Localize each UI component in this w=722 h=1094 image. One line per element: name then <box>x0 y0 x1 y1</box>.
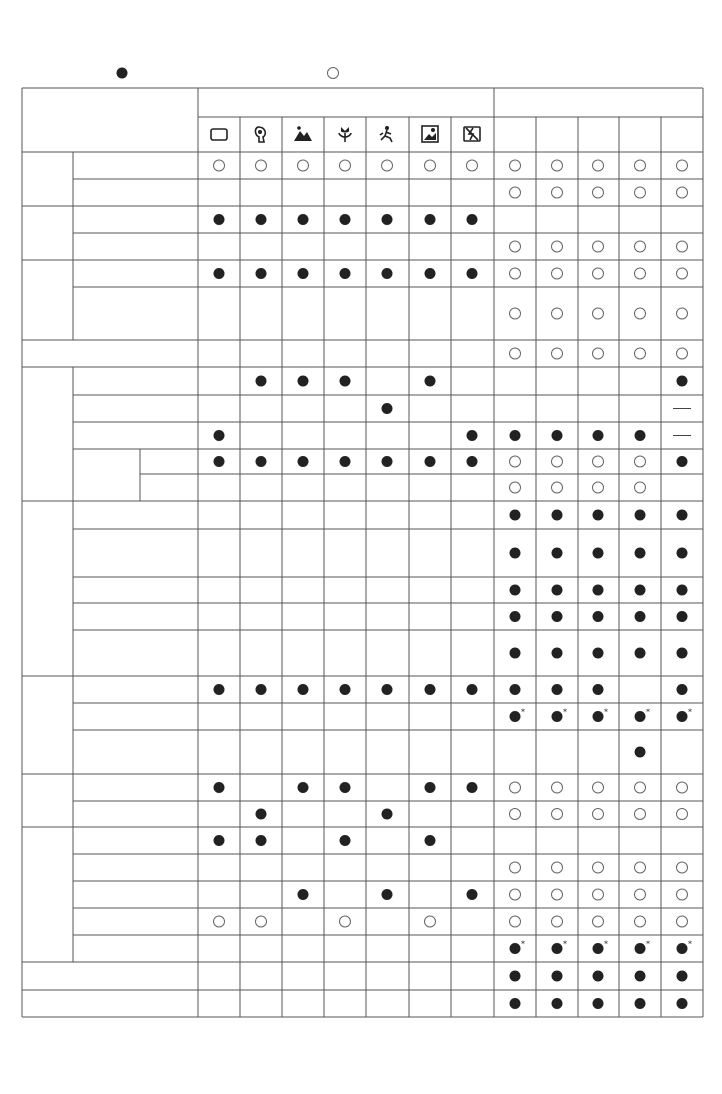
filled-dot-mark <box>677 611 688 622</box>
filled-dot-mark <box>467 456 478 467</box>
filled-dot-mark <box>340 268 351 279</box>
open-circle-mark <box>510 482 521 493</box>
filled-dot-mark <box>256 268 267 279</box>
filled-dot-mark <box>298 268 309 279</box>
filled-dot-mark <box>635 943 646 954</box>
open-circle-mark <box>677 782 688 793</box>
filled-dot-mark <box>635 711 646 722</box>
asterisk-mark: * <box>521 707 525 717</box>
portrait-icon <box>255 127 265 142</box>
open-circle-mark <box>677 889 688 900</box>
filled-dot-mark <box>552 998 563 1009</box>
open-circle-mark <box>635 862 646 873</box>
filled-dot-mark <box>635 430 646 441</box>
open-circle-mark <box>510 348 521 359</box>
filled-dot-mark <box>298 782 309 793</box>
filled-dot-mark <box>510 648 521 659</box>
open-circle-mark <box>510 782 521 793</box>
asterisk-mark: * <box>688 939 692 949</box>
open-circle-mark <box>552 809 563 820</box>
open-circle-mark <box>552 268 563 279</box>
open-circle-mark <box>677 348 688 359</box>
open-circle-mark <box>593 187 604 198</box>
filled-dot-mark <box>510 611 521 622</box>
open-circle-mark <box>677 241 688 252</box>
filled-dot-mark <box>593 585 604 596</box>
open-circle-mark <box>510 889 521 900</box>
asterisk-mark: * <box>521 939 525 949</box>
filled-dot-mark <box>340 782 351 793</box>
open-circle-mark <box>214 160 225 171</box>
filled-dot-mark <box>552 971 563 982</box>
filled-dot-mark <box>552 585 563 596</box>
open-circle-mark <box>552 862 563 873</box>
filled-dot-mark <box>298 684 309 695</box>
filled-dot-mark <box>677 585 688 596</box>
open-circle-mark <box>635 782 646 793</box>
open-circle-mark <box>340 916 351 927</box>
open-circle-mark <box>256 916 267 927</box>
open-circle-mark <box>298 160 309 171</box>
filled-dot-mark <box>677 998 688 1009</box>
filled-dot-mark <box>635 611 646 622</box>
filled-dot-mark <box>510 711 521 722</box>
filled-dot-mark <box>425 684 436 695</box>
open-circle-mark <box>467 160 478 171</box>
filled-dot-mark <box>467 268 478 279</box>
open-circle-mark <box>382 160 393 171</box>
filled-dot-mark <box>635 548 646 559</box>
filled-dot-mark <box>298 456 309 467</box>
filled-dot-mark <box>593 510 604 521</box>
filled-dot-mark <box>340 684 351 695</box>
filled-dot-mark <box>214 684 225 695</box>
mode-icon-row <box>211 126 480 142</box>
open-circle-mark <box>552 456 563 467</box>
filled-dot-mark <box>214 268 225 279</box>
filled-dot-mark <box>467 214 478 225</box>
asterisk-mark: * <box>646 939 650 949</box>
open-circle-mark <box>593 268 604 279</box>
open-circle-mark <box>214 916 225 927</box>
filled-dot-mark <box>552 648 563 659</box>
filled-dot-mark <box>635 510 646 521</box>
open-circle-mark <box>635 809 646 820</box>
open-circle-mark <box>552 308 563 319</box>
open-circle-mark <box>593 348 604 359</box>
open-circle-mark <box>510 308 521 319</box>
open-circle-mark <box>552 241 563 252</box>
asterisk-mark: * <box>604 707 608 717</box>
open-circle-mark <box>510 187 521 198</box>
filled-dot-mark <box>214 430 225 441</box>
filled-dot-mark <box>635 648 646 659</box>
filled-dot-mark <box>635 998 646 1009</box>
filled-dot-mark <box>340 376 351 387</box>
open-circle-mark <box>552 187 563 198</box>
open-circle-mark <box>593 889 604 900</box>
open-circle-mark <box>593 809 604 820</box>
open-circle-mark <box>635 268 646 279</box>
filled-dot-mark <box>593 998 604 1009</box>
filled-dot-mark <box>677 376 688 387</box>
flash-off-icon <box>464 127 480 141</box>
filled-dot-mark <box>510 943 521 954</box>
filled-dot-mark <box>677 510 688 521</box>
filled-dot-mark <box>382 889 393 900</box>
open-circle-mark <box>593 241 604 252</box>
filled-dot-mark <box>552 711 563 722</box>
sports-icon <box>380 126 392 142</box>
open-circle-mark <box>593 160 604 171</box>
open-circle-mark <box>552 160 563 171</box>
filled-dot-mark <box>552 430 563 441</box>
filled-dot-mark <box>677 684 688 695</box>
filled-dot-mark <box>298 376 309 387</box>
filled-dot-mark <box>635 585 646 596</box>
open-circle-mark <box>635 160 646 171</box>
open-circle-mark <box>635 187 646 198</box>
filled-dot-mark <box>593 971 604 982</box>
filled-dot-mark <box>510 585 521 596</box>
filled-dot-mark <box>425 782 436 793</box>
asterisk-mark: * <box>688 707 692 717</box>
filled-dot-mark <box>298 889 309 900</box>
open-circle-mark <box>677 862 688 873</box>
filled-dot-mark <box>425 376 436 387</box>
open-circle-mark <box>552 482 563 493</box>
filled-dot-mark <box>552 548 563 559</box>
filled-dot-mark <box>382 684 393 695</box>
filled-dot-mark <box>382 403 393 414</box>
filled-dot-mark <box>340 835 351 846</box>
filled-dot-mark <box>552 943 563 954</box>
filled-dot-mark <box>593 648 604 659</box>
filled-dot-mark <box>256 456 267 467</box>
open-circle-mark <box>425 916 436 927</box>
filled-dot-mark <box>467 430 478 441</box>
filled-dot-mark <box>593 548 604 559</box>
open-circle-mark <box>552 889 563 900</box>
filled-dot-mark <box>467 889 478 900</box>
open-circle-mark <box>677 916 688 927</box>
open-circle-mark <box>677 268 688 279</box>
filled-dot-mark <box>677 943 688 954</box>
filled-dot-mark <box>382 214 393 225</box>
filled-dot-mark <box>677 971 688 982</box>
open-circle-mark <box>635 456 646 467</box>
asterisk-mark: * <box>563 939 567 949</box>
landscape-icon <box>294 126 312 141</box>
filled-dot-mark <box>510 548 521 559</box>
open-circle-mark <box>635 308 646 319</box>
open-circle-mark <box>593 482 604 493</box>
filled-dot-mark <box>256 835 267 846</box>
filled-dot-mark <box>552 684 563 695</box>
filled-dot-mark <box>510 430 521 441</box>
filled-dot-mark <box>593 684 604 695</box>
filled-dot-mark <box>467 684 478 695</box>
open-circle-mark <box>635 916 646 927</box>
filled-dot-mark <box>340 456 351 467</box>
open-circle-mark <box>510 916 521 927</box>
open-circle-mark <box>510 862 521 873</box>
full-auto-icon <box>211 129 227 140</box>
filled-dot-mark <box>677 711 688 722</box>
filled-dot-mark <box>635 747 646 758</box>
open-circle-mark <box>677 308 688 319</box>
filled-dot-mark <box>510 684 521 695</box>
open-circle-mark <box>593 456 604 467</box>
open-circle-mark <box>677 809 688 820</box>
filled-dot-mark <box>510 510 521 521</box>
open-circle-mark <box>256 160 267 171</box>
asterisk-mark: * <box>604 939 608 949</box>
filled-dot-mark <box>677 456 688 467</box>
filled-dot-mark <box>593 611 604 622</box>
filled-dot-mark <box>510 971 521 982</box>
open-circle-mark <box>510 160 521 171</box>
filled-dot-mark <box>214 456 225 467</box>
filled-dot-mark <box>552 510 563 521</box>
filled-dot-mark <box>552 611 563 622</box>
filled-dot-mark <box>214 782 225 793</box>
open-circle-mark <box>552 782 563 793</box>
open-circle-mark <box>635 348 646 359</box>
filled-dot-mark <box>382 456 393 467</box>
open-circle-mark <box>593 308 604 319</box>
filled-dot-mark <box>214 835 225 846</box>
filled-dot-mark <box>340 214 351 225</box>
filled-dot-mark <box>256 809 267 820</box>
filled-dot-mark <box>425 456 436 467</box>
filled-dot-mark <box>256 684 267 695</box>
filled-dot-mark <box>382 268 393 279</box>
filled-dot-mark <box>256 214 267 225</box>
open-circle-mark <box>510 809 521 820</box>
filled-dot-mark <box>677 548 688 559</box>
close-up-icon <box>339 127 351 142</box>
open-circle-mark <box>593 782 604 793</box>
filled-dot-mark <box>467 782 478 793</box>
open-circle-mark <box>510 268 521 279</box>
open-circle-mark <box>340 160 351 171</box>
open-circle-mark <box>510 241 521 252</box>
open-circle-mark <box>677 160 688 171</box>
filled-dot-mark <box>382 809 393 820</box>
filled-dot-mark <box>635 971 646 982</box>
filled-dot-mark <box>593 430 604 441</box>
filled-dot-mark <box>214 214 225 225</box>
night-portrait-icon <box>422 126 438 142</box>
filled-dot-mark <box>510 998 521 1009</box>
asterisk-mark: * <box>646 707 650 717</box>
filled-dot-mark <box>425 214 436 225</box>
filled-dot-mark <box>425 268 436 279</box>
filled-dot-mark <box>677 648 688 659</box>
open-circle-mark <box>635 482 646 493</box>
open-circle-mark <box>593 862 604 873</box>
open-circle-mark <box>425 160 436 171</box>
open-circle-mark <box>635 889 646 900</box>
open-circle-mark <box>677 187 688 198</box>
filled-dot-mark <box>593 711 604 722</box>
open-circle-mark <box>552 348 563 359</box>
open-circle-mark <box>635 241 646 252</box>
filled-dot-mark <box>256 376 267 387</box>
open-circle-mark <box>593 916 604 927</box>
filled-dot-mark <box>425 835 436 846</box>
asterisk-mark: * <box>563 707 567 717</box>
filled-dot-mark <box>298 214 309 225</box>
open-circle-mark <box>552 916 563 927</box>
filled-dot-mark <box>593 943 604 954</box>
open-circle-mark <box>510 456 521 467</box>
